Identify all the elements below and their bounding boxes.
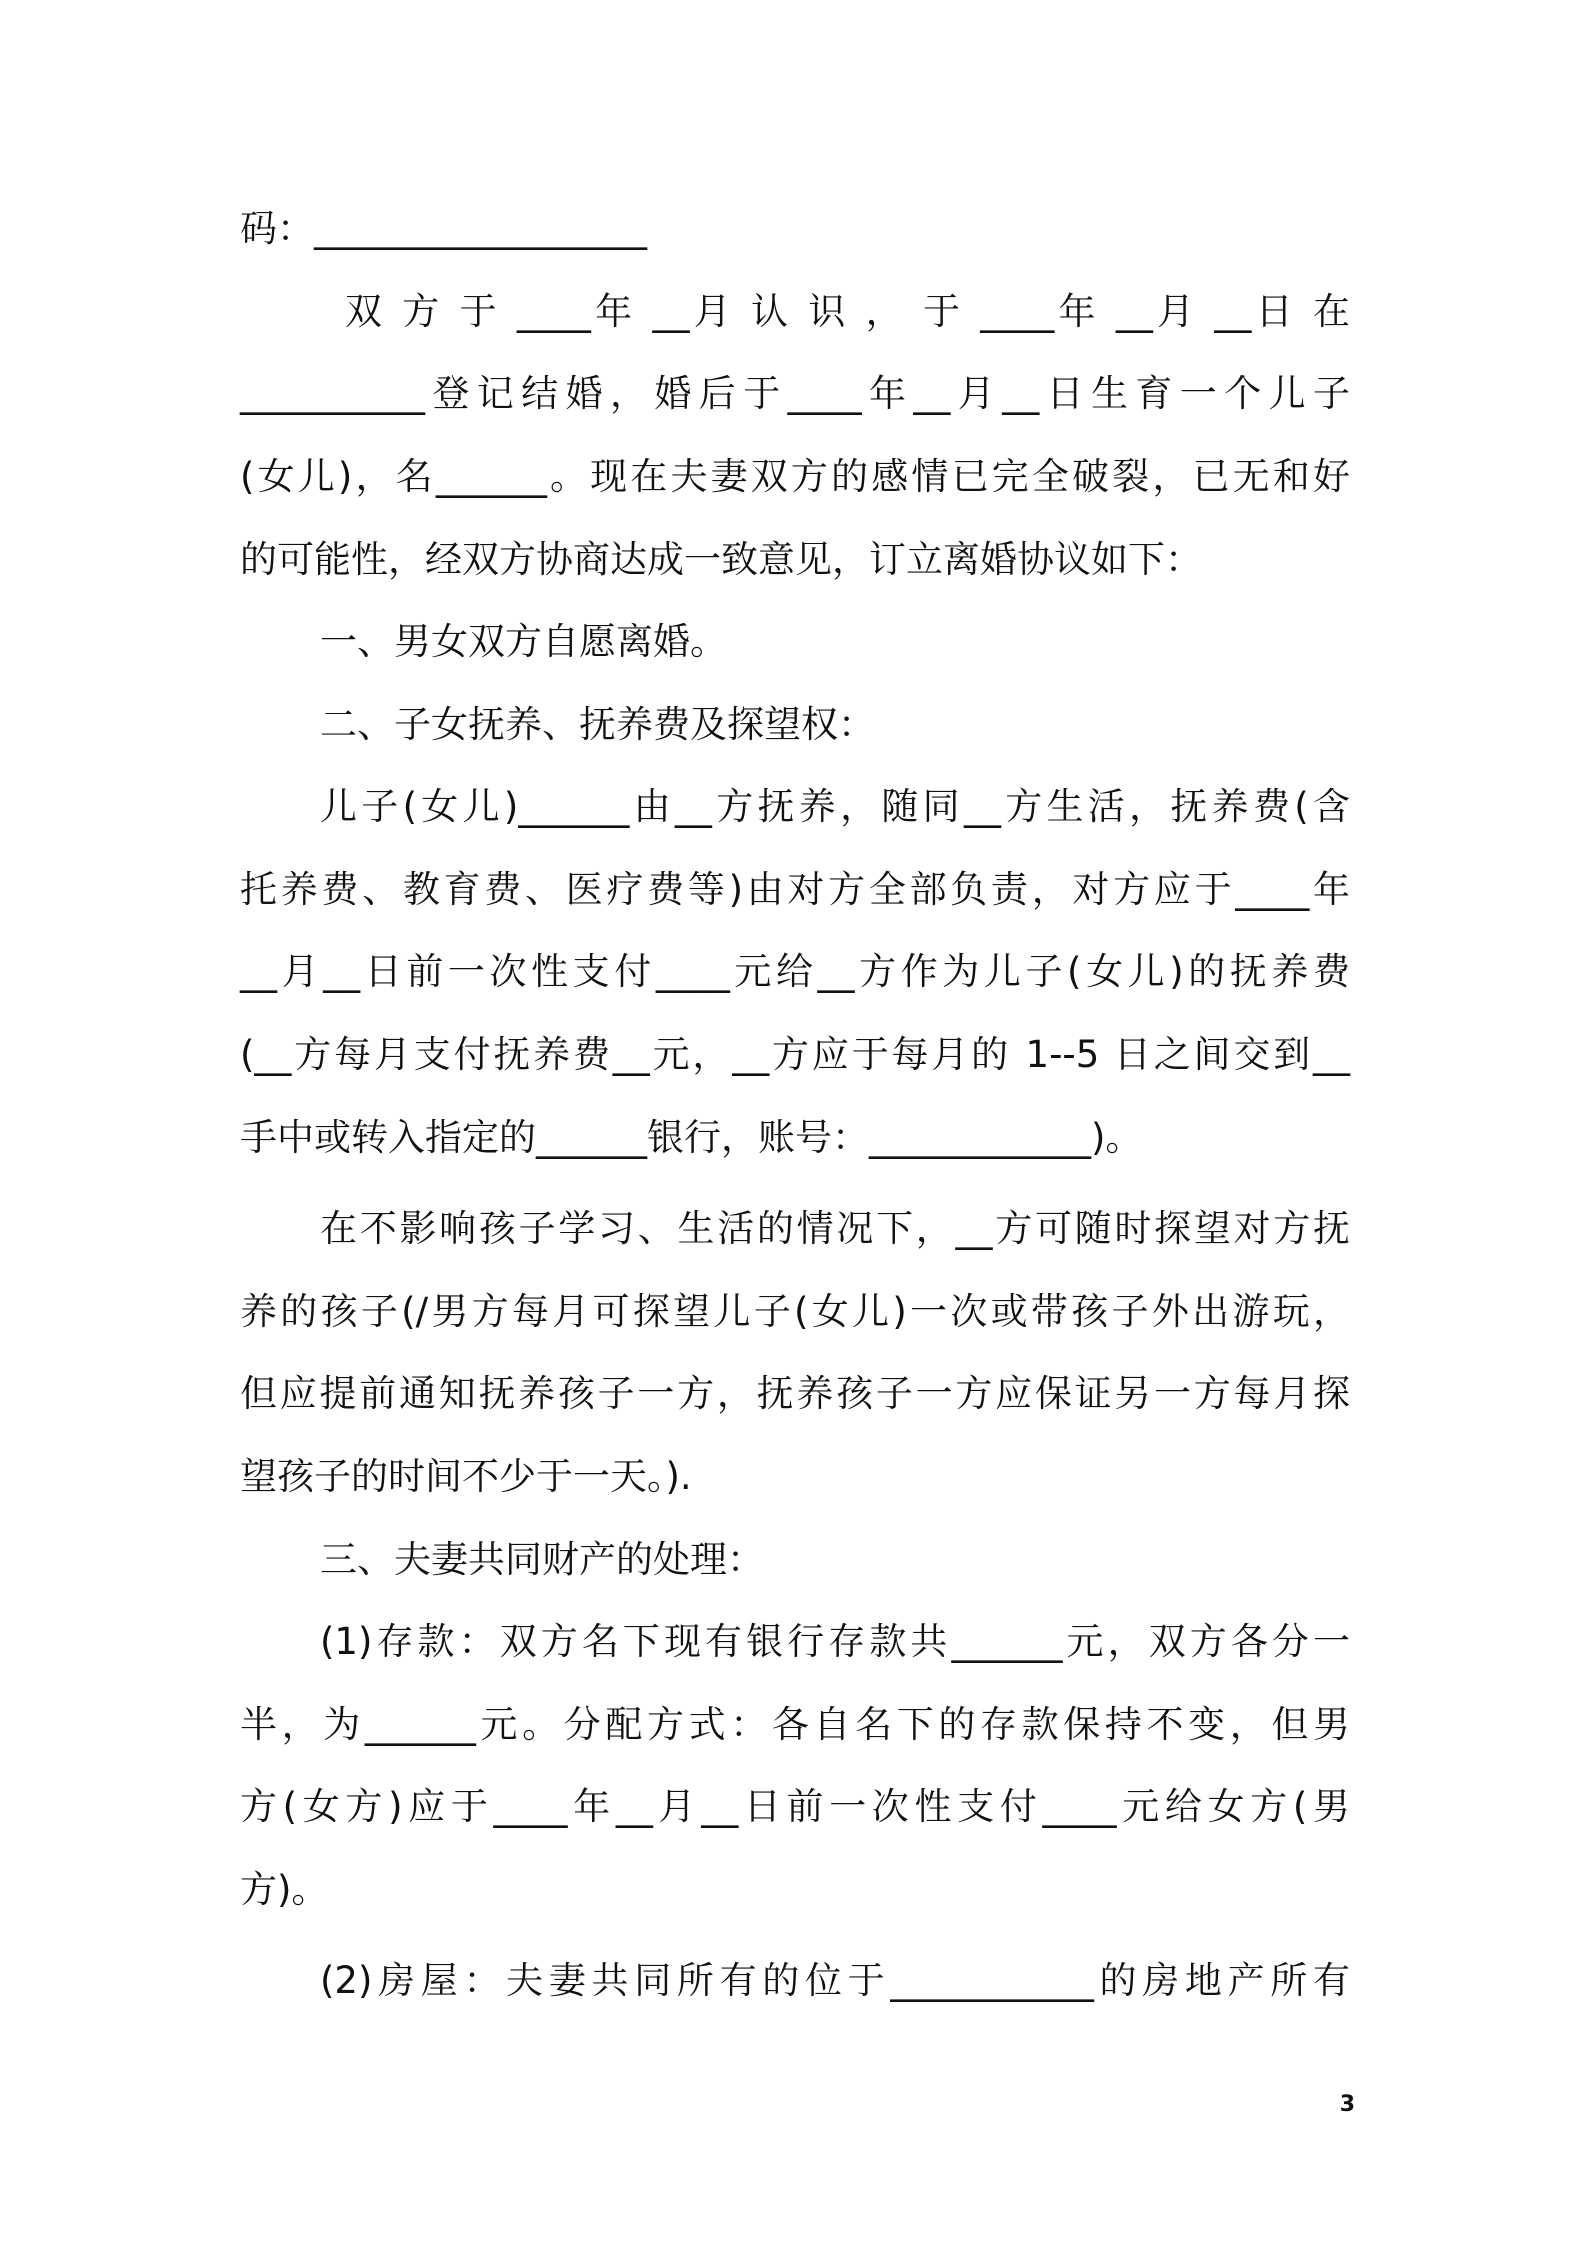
page-number: 3 xyxy=(1339,2092,1355,2117)
text-line: 的可能性，经双方协商达成一致意见，订立离婚协议如下： xyxy=(240,538,1202,581)
text-line: (女儿)，名______。现在夫妻双方的感情已完全破裂，已无和好 xyxy=(240,455,1350,498)
text-line: __月__日前一次性支付____元给__方作为儿子(女儿)的抚养费 xyxy=(240,950,1350,993)
text-line: 方)。 xyxy=(240,1868,329,1911)
text-line: 双 方 于 ____年 __月 认 识 ， 于 ____年 __月 __日 在 xyxy=(345,290,1350,333)
text-line: (1)存款：双方名下现有银行存款共______元，双方各分一 xyxy=(320,1620,1350,1663)
text-line: (__方每月支付抚养费__元，__方应于每月的 1--5 日之间交到__ xyxy=(240,1033,1350,1076)
text-line: 养的孩子(/男方每月可探望儿子(女儿)一次或带孩子外出游玩， xyxy=(240,1290,1350,1333)
text-line: 半，为______元。分配方式：各自名下的存款保持不变，但男 xyxy=(240,1703,1350,1746)
text-line: 码：__________________ xyxy=(240,207,647,250)
text-line: 儿子(女儿)______由__方抚养，随同__方生活，抚养费(含 xyxy=(320,785,1350,828)
text-line: 但应提前通知抚养孩子一方，抚养孩子一方应保证另一方每月探 xyxy=(240,1372,1350,1415)
text-line: 手中或转入指定的______银行，账号：____________)。 xyxy=(240,1116,1143,1159)
text-line: 在不影响孩子学习、生活的情况下，__方可随时探望对方抚 xyxy=(320,1207,1350,1250)
text-line: 托养费、教育费、医疗费等)由对方全部负责，对方应于____年 xyxy=(240,868,1350,911)
text-line: 二、子女抚养、抚养费及探望权： xyxy=(320,703,875,746)
text-line: (2)房屋：夫妻共同所有的位于___________的房地产所有 xyxy=(320,1959,1350,2002)
text-line: 望孩子的时间不少于一天。). xyxy=(240,1455,692,1498)
text-line: 一、男女双方自愿离婚。 xyxy=(320,620,727,663)
text-line: 方(女方)应于____年__月__日前一次性支付____元给女方(男 xyxy=(240,1785,1350,1828)
text-line: 三、夫妻共同财产的处理： xyxy=(320,1538,764,1581)
text-line: __________登记结婚，婚后于____年__月__日生育一个儿子 xyxy=(240,372,1350,415)
